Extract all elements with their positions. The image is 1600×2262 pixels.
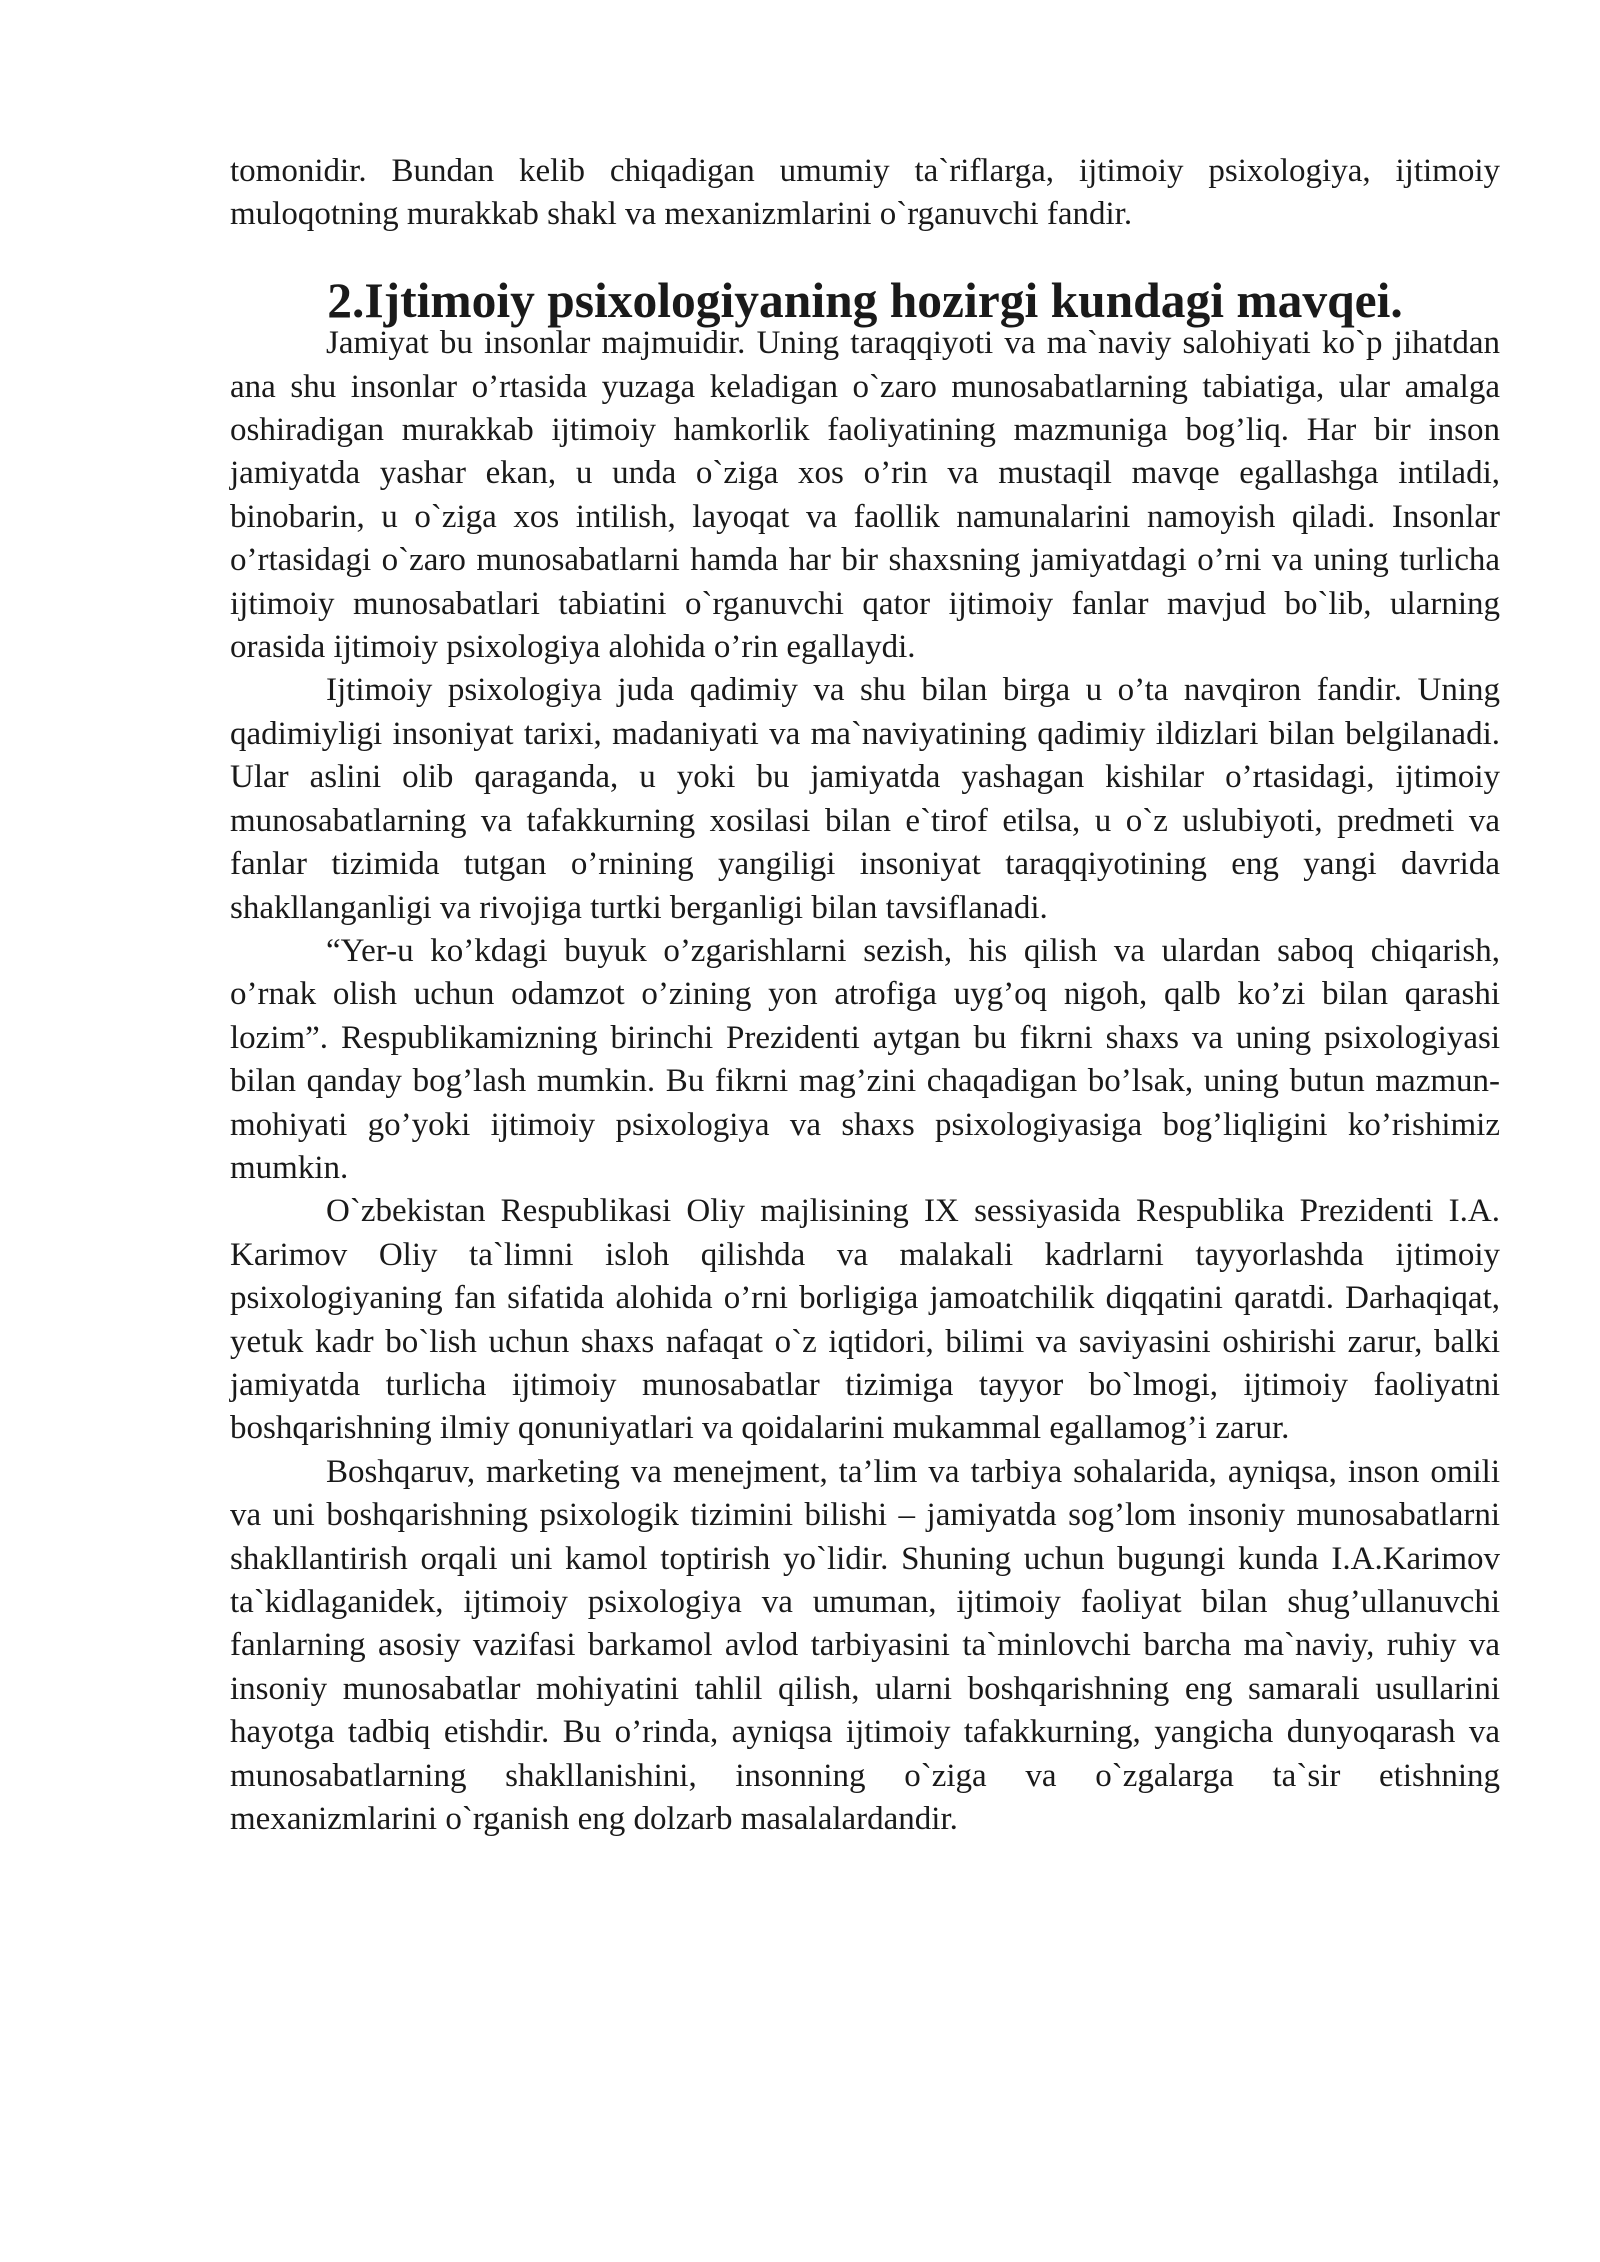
body-paragraph-3: “Yer-u ko’kdagi buyuk o’zgarishlarni sezish, his qilish va ulardan saboq chiqarish, o’rnak olish uchun odamzot o’zining yon atrofiga uyg’oq nigoh, qalb ko’zi bilan qarashi lozim”. Respublikamizning birinchi Prezidenti aytgan bu fikrni shaxs va uning psixologiyasi bilan qanday bog’lash mumkin. Bu fikrni mag’zini chaqadigan bo’lsak, uning butun mazmun-mohiyati go’yoki ijtimoiy psixologiya va shaxs psixologiyasiga bog’liqligini ko’rishimiz mumkin. xyxy=(230,932,1500,1186)
section-heading: 2.Ijtimoiy psixologiyaning hozirgi kundagi mavqei. xyxy=(327,272,1403,328)
intro-paragraph: tomonidir. Bundan kelib chiqadigan umumiy ta`riflarga, ijtimoiy psixologiya, ijtimoiy muloqotning murakkab shakl va mexanizmlarini o`rganuvchi fandir. xyxy=(230,153,1500,233)
body-paragraph-5: Boshqaruv, marketing va menejment, ta’lim va tarbiya sohalarida, ayniqsa, inson omili va uni boshqarishning psixologik tizimini bilishi – jamiyatda sog’lom insoniy munosabatlarni shakllantirish orqali uni kamol toptirish yo`lidir. Shuning uchun bugungi kunda I.A.Karimov ta`kidlaganidek, ijtimoiy psixologiya va umuman, ijtimoiy faoliyat bilan shug’ullanuvchi fanlarning asosiy vazifasi barkamol avlod tarbiyasini ta`minlovchi barcha ma`naviy, ruhiy va insoniy munosabatlar mohiyatini tahlil qilish, ularni boshqarishning eng samarali usullarini hayotga tadbiq etishdir. Bu o’rinda, ayniqsa ijtimoiy tafakkurning, yangicha dunyoqarash va munosabatlarning shakllanishini, insonning o`ziga va o`zgalarga ta`sir etishning mexanizmlarini o`rganish eng dolzarb masalalardandir. xyxy=(230,1453,1500,1838)
body-paragraph-4: O`zbekistan Respublikasi Oliy majlisining IX sessiyasida Respublika Prezidenti I.A. Karimov Oliy ta`limni isloh qilishda va malakali kadrlarni tayyorlashda ijtimoiy psixologiyaning fan sifatida alohida o’rni borligiga jamoatchilik diqqatini qaratdi. Darhaqiqat, yetuk kadr bo`lish uchun shaxs nafaqat o`z iqtidori, bilimi va saviyasini oshirishi zarur, balki jamiyatda turlicha ijtimoiy munosabatlar tizimiga tayyor bo`lmogi, ijtimoiy faoliyatni boshqarishning ilmiy qonuniyatlari va qoidalarini mukammal egallamog’i zarur. xyxy=(230,1193,1500,1447)
body-paragraph-1: Jamiyat bu insonlar majmuidir. Uning taraqqiyoti va ma`naviy salohiyati ko`p jihatdan ana shu insonlar o’rtasida yuzaga keladigan o`zaro munosabatlarning tabiatiga, ular amalga oshiradigan murakkab ijtimoiy hamkorlik faoliyatining mazmuniga bog’liq. Har bir inson jamiyatda yashar ekan, u unda o`ziga xos o’rin va mustaqil mavqe egallashga intiladi, binobarin, u o`ziga xos intilish, layoqat va faollik namunalarini namoyish qiladi. Insonlar o’rtasidagi o`zaro munosabatlarni hamda har bir shaxsning jamiyatdagi o’rni va uning turlicha ijtimoiy munosabatlari tabiatini o`rganuvchi qator ijtimoiy fanlar mavjud bo`lib, ularning orasida ijtimoiy psixologiya alohida o’rin egallaydi. xyxy=(230,325,1500,666)
document-page xyxy=(230,150,1500,1841)
body-paragraph-2: Ijtimoiy psixologiya juda qadimiy va shu bilan birga u o’ta navqiron fandir. Uning qadimiyligi insoniyat tarixi, madaniyati va ma`naviyatining qadimiy ildizlari bilan belgilanadi. Ular aslini olib qaraganda, u yoki bu jamiyatda yashagan kishilar o’rtasidagi, ijtimoiy munosabatlarning va tafakkurning xosilasi bilan e`tirof etilsa, u o`z uslubiyoti, predmeti va fanlar tizimida tutgan o’rnining yangiligi insoniyat taraqqiyotining eng yangi davrida shakllanganligi va rivojiga turtki berganligi bilan tavsiflanadi. xyxy=(230,672,1500,926)
